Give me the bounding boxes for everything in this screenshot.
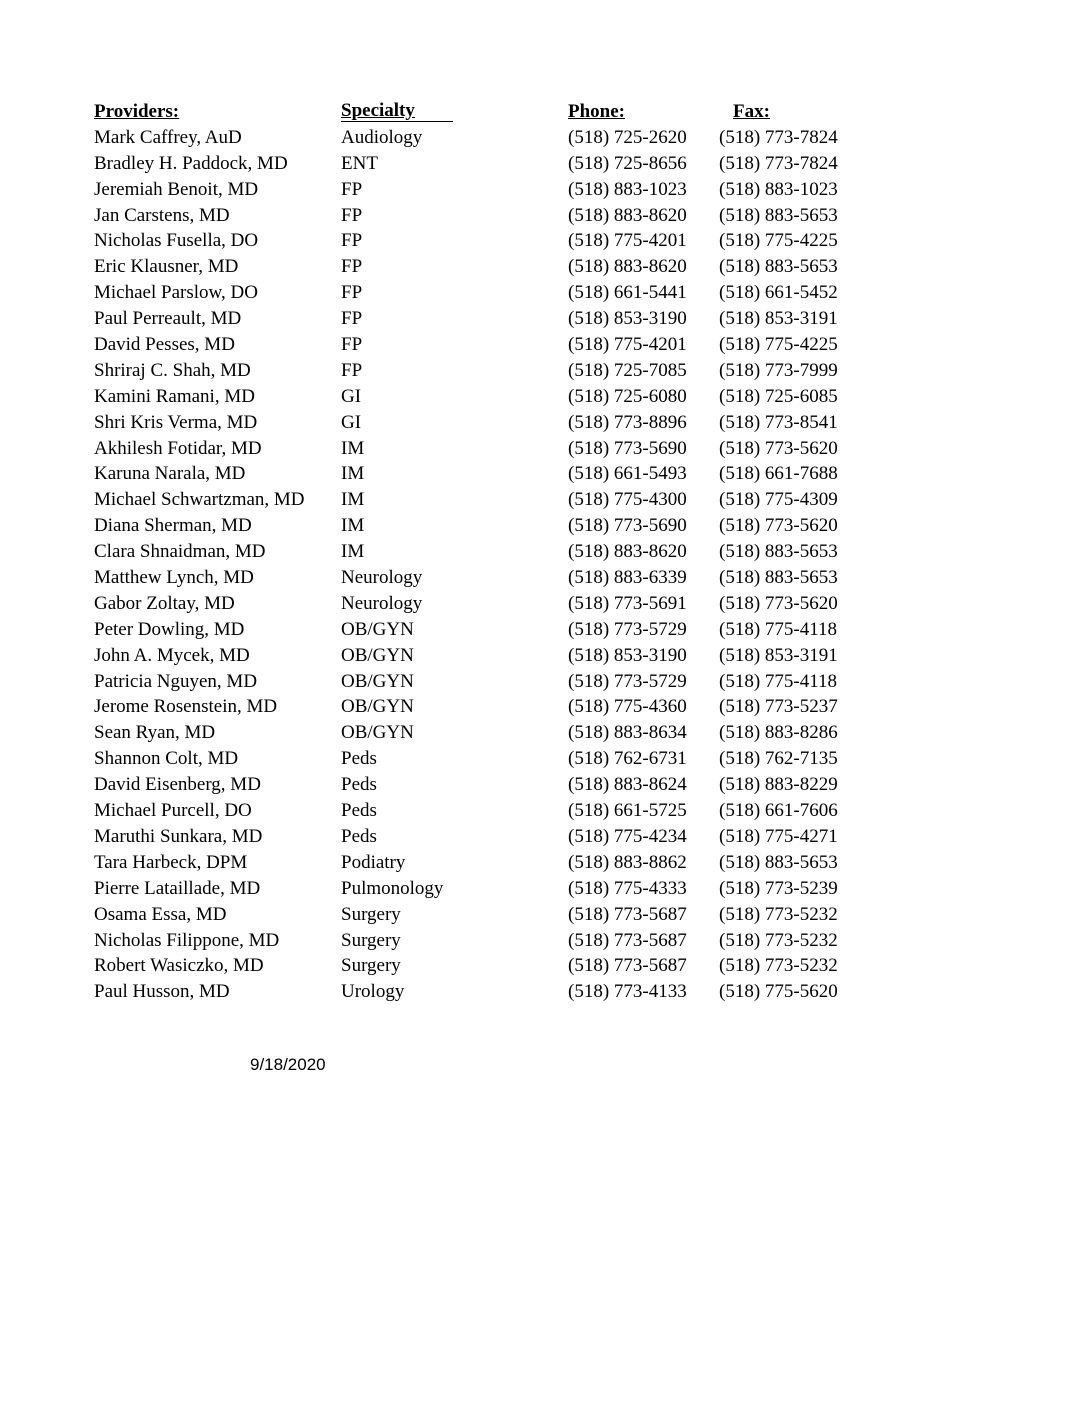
- provider-name: Akhilesh Fotidar, MD: [94, 437, 262, 459]
- specialty-header-label: Specialty: [341, 100, 415, 121]
- provider-fax: (518) 661-5452: [719, 282, 838, 304]
- provider-phone: (518) 775-4201: [568, 334, 687, 356]
- provider-specialty: IM: [341, 515, 365, 537]
- provider-phone: (518) 883-8620: [568, 256, 687, 278]
- provider-name: Pierre Lataillade, MD: [94, 877, 261, 899]
- provider-fax: (518) 762-7135: [719, 748, 838, 770]
- provider-specialty: Audiology: [341, 126, 423, 148]
- provider-fax: (518) 883-5653: [719, 541, 838, 563]
- provider-phone: (518) 661-5441: [568, 282, 687, 304]
- provider-name: Sean Ryan, MD: [94, 722, 216, 744]
- provider-phone: (518) 773-5687: [568, 955, 687, 977]
- provider-phone: (518) 773-8896: [568, 411, 687, 433]
- provider-specialty: Urology: [341, 981, 405, 1003]
- provider-fax: (518) 883-5653: [719, 256, 838, 278]
- provider-name: Shriraj C. Shah, MD: [94, 359, 251, 381]
- provider-phone: (518) 775-4300: [568, 489, 687, 511]
- provider-phone: (518) 883-8624: [568, 774, 687, 796]
- provider-phone: (518) 773-5691: [568, 592, 687, 614]
- provider-phone: (518) 773-5690: [568, 437, 687, 459]
- providers-header: Providers:: [94, 101, 180, 122]
- provider-fax: (518) 773-7824: [719, 152, 838, 174]
- provider-specialty: Peds: [341, 825, 377, 847]
- provider-name: Diana Sherman, MD: [94, 515, 252, 537]
- provider-fax: (518) 883-1023: [719, 178, 838, 200]
- provider-name: Robert Wasiczko, MD: [94, 955, 264, 977]
- document-date: 9/18/2020: [250, 1055, 326, 1074]
- provider-phone: (518) 883-1023: [568, 178, 687, 200]
- provider-name: John A. Mycek, MD: [94, 644, 250, 666]
- provider-name: Mark Caffrey, AuD: [94, 126, 242, 148]
- provider-name: Karuna Narala, MD: [94, 463, 246, 485]
- provider-fax: (518) 883-5653: [719, 851, 838, 873]
- provider-phone: (518) 883-8862: [568, 851, 687, 873]
- provider-fax: (518) 773-5232: [719, 955, 838, 977]
- provider-name: David Pesses, MD: [94, 334, 235, 356]
- provider-name: Jan Carstens, MD: [94, 204, 230, 226]
- provider-phone: (518) 883-8620: [568, 541, 687, 563]
- provider-name: Kamini Ramani, MD: [94, 385, 255, 407]
- provider-name: Eric Klausner, MD: [94, 256, 239, 278]
- provider-fax: (518) 775-4225: [719, 230, 838, 252]
- provider-phone: (518) 725-7085: [568, 359, 687, 381]
- provider-name: Peter Dowling, MD: [94, 618, 245, 640]
- provider-phone: (518) 853-3190: [568, 644, 687, 666]
- provider-phone: (518) 773-5729: [568, 670, 687, 692]
- provider-fax: (518) 775-4118: [719, 618, 838, 640]
- provider-specialty: Pulmonology: [341, 877, 444, 899]
- provider-specialty: IM: [341, 541, 365, 563]
- provider-fax: (518) 853-3191: [719, 644, 838, 666]
- provider-name: Michael Purcell, DO: [94, 800, 252, 822]
- provider-phone: (518) 773-4133: [568, 981, 687, 1003]
- specialty-header: [341, 99, 453, 122]
- provider-specialty: FP: [341, 230, 363, 252]
- provider-phone: (518) 661-5725: [568, 800, 687, 822]
- phone-header: Phone:: [568, 101, 625, 122]
- provider-phone: (518) 725-2620: [568, 126, 687, 148]
- provider-name: Nicholas Filippone, MD: [94, 929, 280, 951]
- provider-fax: (518) 775-5620: [719, 981, 838, 1003]
- provider-phone: (518) 725-8656: [568, 152, 687, 174]
- provider-name: Shri Kris Verma, MD: [94, 411, 258, 433]
- provider-phone: (518) 762-6731: [568, 748, 687, 770]
- provider-specialty: OB/GYN: [341, 696, 414, 718]
- provider-name: Bradley H. Paddock, MD: [94, 152, 288, 174]
- provider-specialty: Peds: [341, 774, 377, 796]
- provider-specialty: IM: [341, 489, 365, 511]
- provider-fax: (518) 775-4271: [719, 825, 838, 847]
- provider-phone: (518) 775-4360: [568, 696, 687, 718]
- provider-name: David Eisenberg, MD: [94, 774, 261, 796]
- provider-specialty: GI: [341, 411, 362, 433]
- provider-name: Patricia Nguyen, MD: [94, 670, 258, 692]
- provider-specialty: FP: [341, 359, 363, 381]
- provider-specialty: Neurology: [341, 567, 423, 589]
- provider-specialty: IM: [341, 463, 365, 485]
- provider-fax: (518) 773-5620: [719, 592, 838, 614]
- provider-phone: (518) 775-4333: [568, 877, 687, 899]
- provider-phone: (518) 661-5493: [568, 463, 687, 485]
- provider-fax: (518) 773-5239: [719, 877, 838, 899]
- provider-fax: (518) 773-5620: [719, 437, 838, 459]
- provider-name: Osama Essa, MD: [94, 903, 227, 925]
- provider-name: Jeremiah Benoit, MD: [94, 178, 259, 200]
- provider-fax: (518) 853-3191: [719, 308, 838, 330]
- provider-fax: (518) 725-6085: [719, 385, 838, 407]
- provider-phone: (518) 883-8620: [568, 204, 687, 226]
- provider-phone: (518) 883-8634: [568, 722, 687, 744]
- provider-specialty: Podiatry: [341, 851, 406, 873]
- provider-specialty: OB/GYN: [341, 722, 414, 744]
- provider-phone: (518) 883-6339: [568, 567, 687, 589]
- provider-specialty: Neurology: [341, 592, 423, 614]
- fax-header: Fax:: [733, 101, 770, 122]
- provider-specialty: FP: [341, 178, 363, 200]
- provider-specialty: OB/GYN: [341, 618, 414, 640]
- provider-specialty: Surgery: [341, 929, 401, 951]
- provider-phone: (518) 773-5687: [568, 929, 687, 951]
- provider-phone: (518) 775-4201: [568, 230, 687, 252]
- provider-phone: (518) 725-6080: [568, 385, 687, 407]
- provider-phone: (518) 775-4234: [568, 825, 687, 847]
- provider-name: Michael Parslow, DO: [94, 282, 258, 304]
- provider-fax: (518) 661-7606: [719, 800, 838, 822]
- provider-specialty: Peds: [341, 748, 377, 770]
- provider-name: Shannon Colt, MD: [94, 748, 239, 770]
- provider-fax: (518) 773-8541: [719, 411, 838, 433]
- provider-name: Paul Perreault, MD: [94, 308, 242, 330]
- provider-phone: (518) 773-5690: [568, 515, 687, 537]
- provider-name: Maruthi Sunkara, MD: [94, 825, 263, 847]
- provider-phone: (518) 773-5687: [568, 903, 687, 925]
- provider-name: Tara Harbeck, DPM: [94, 851, 248, 873]
- provider-specialty: Surgery: [341, 903, 401, 925]
- provider-fax: (518) 773-5232: [719, 929, 838, 951]
- provider-fax: (518) 775-4118: [719, 670, 838, 692]
- provider-specialty: GI: [341, 385, 362, 407]
- provider-specialty: Surgery: [341, 955, 401, 977]
- provider-name: Michael Schwartzman, MD: [94, 489, 305, 511]
- provider-specialty: FP: [341, 256, 363, 278]
- provider-fax: (518) 775-4225: [719, 334, 838, 356]
- provider-fax: (518) 773-5237: [719, 696, 838, 718]
- provider-specialty: IM: [341, 437, 365, 459]
- provider-name: Jerome Rosenstein, MD: [94, 696, 278, 718]
- provider-name: Paul Husson, MD: [94, 981, 230, 1003]
- provider-fax: (518) 773-5232: [719, 903, 838, 925]
- provider-phone: (518) 773-5729: [568, 618, 687, 640]
- provider-name: Clara Shnaidman, MD: [94, 541, 266, 563]
- provider-fax: (518) 775-4309: [719, 489, 838, 511]
- provider-name: Nicholas Fusella, DO: [94, 230, 259, 252]
- provider-specialty: FP: [341, 282, 363, 304]
- provider-fax: (518) 773-7824: [719, 126, 838, 148]
- provider-specialty: OB/GYN: [341, 644, 414, 666]
- provider-fax: (518) 661-7688: [719, 463, 838, 485]
- provider-specialty: OB/GYN: [341, 670, 414, 692]
- provider-fax: (518) 883-8286: [719, 722, 838, 744]
- provider-specialty: FP: [341, 334, 363, 356]
- provider-fax: (518) 773-7999: [719, 359, 838, 381]
- provider-specialty: Peds: [341, 800, 377, 822]
- provider-specialty: ENT: [341, 152, 378, 174]
- provider-phone: (518) 853-3190: [568, 308, 687, 330]
- provider-specialty: FP: [341, 204, 363, 226]
- provider-fax: (518) 883-5653: [719, 567, 838, 589]
- provider-specialty: FP: [341, 308, 363, 330]
- provider-fax: (518) 883-5653: [719, 204, 838, 226]
- provider-fax: (518) 883-8229: [719, 774, 838, 796]
- provider-name: Matthew Lynch, MD: [94, 567, 254, 589]
- provider-fax: (518) 773-5620: [719, 515, 838, 537]
- provider-name: Gabor Zoltay, MD: [94, 592, 235, 614]
